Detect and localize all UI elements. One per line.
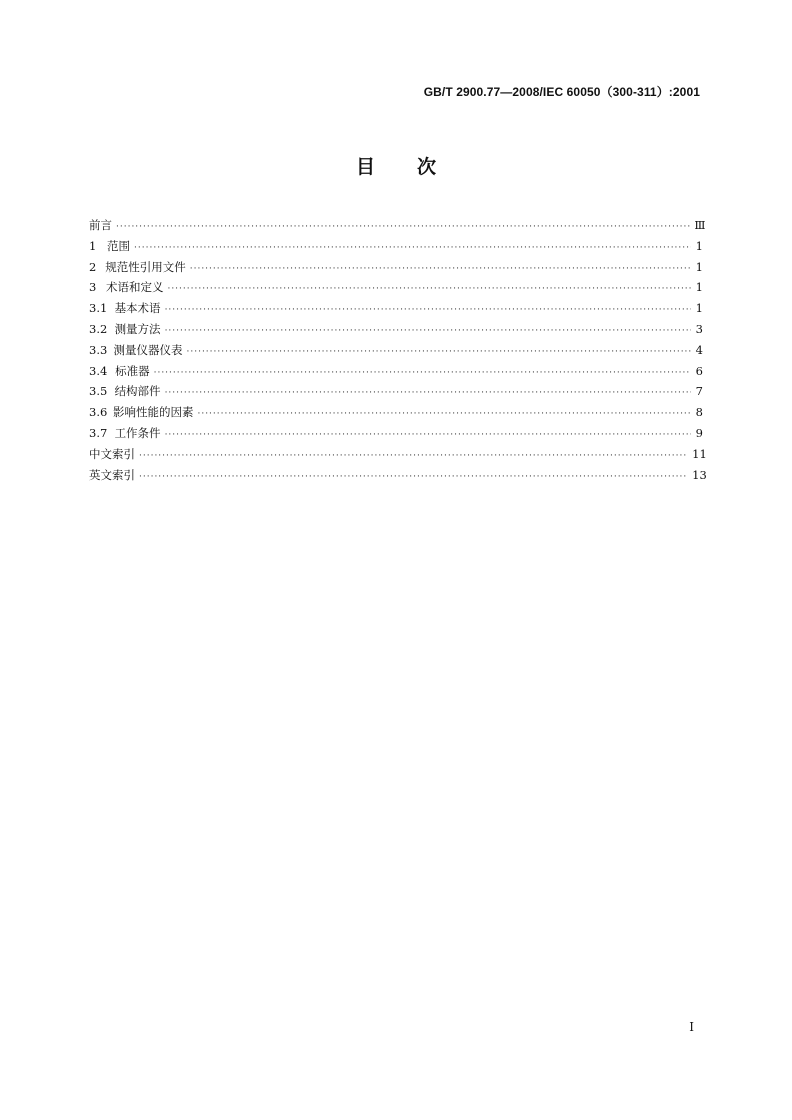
toc-entry-scope[interactable] <box>89 238 703 259</box>
toc-entry-influence-factors[interactable] <box>89 404 703 425</box>
toc-leader-dots <box>139 472 688 482</box>
toc-entry-number: 3.4 <box>89 363 108 378</box>
toc-leader-dots <box>139 451 688 461</box>
toc-leader-dots <box>167 284 691 294</box>
toc-entry-label: 范围 <box>107 238 131 253</box>
toc-entry-label: 影响性能的因素 <box>112 405 194 420</box>
toc-leader-dots <box>165 388 691 398</box>
toc-entry-page: 1 <box>695 301 703 316</box>
table-of-contents <box>89 217 707 487</box>
toc-entry-page: 1 <box>695 238 703 253</box>
toc-entry-number: 3.5 <box>89 384 108 399</box>
toc-entry-page: 9 <box>695 425 703 440</box>
toc-entry-number: 3.3 <box>89 342 108 357</box>
toc-entry-basic-terms[interactable] <box>89 300 703 321</box>
toc-entry-label: 结构部件 <box>114 384 161 399</box>
toc-leader-dots <box>197 409 691 419</box>
page-title <box>0 152 792 179</box>
toc-entry-number: 3 <box>89 280 97 295</box>
toc-entry-structural-parts[interactable] <box>89 383 703 404</box>
toc-leader-dots <box>134 243 691 253</box>
toc-entry-label: 测量仪器仪表 <box>113 342 183 357</box>
toc-leader-dots <box>165 430 691 440</box>
toc-entry-chinese-index[interactable] <box>89 446 707 467</box>
toc-leader-dots <box>116 222 690 232</box>
toc-entry-label: 术语和定义 <box>105 280 164 295</box>
toc-entry-label: 规范性引用文件 <box>105 259 186 274</box>
toc-entry-page: 1 <box>695 280 703 295</box>
toc-entry-label: 前言 <box>89 218 112 232</box>
toc-leader-dots <box>190 264 691 274</box>
document-standard-code: GB/T 2900.77—2008/IEC 60050（300-311）:2001 <box>423 85 700 99</box>
toc-leader-dots <box>165 305 691 315</box>
toc-entry-page: 8 <box>695 405 703 420</box>
page-number: I <box>689 1020 694 1034</box>
toc-entry-page: 4 <box>695 342 703 357</box>
toc-entry-page: Ⅲ <box>694 218 706 232</box>
toc-leader-dots <box>154 368 691 378</box>
toc-entry-english-index[interactable] <box>89 467 707 488</box>
toc-entry-page: 11 <box>692 446 707 461</box>
toc-leader-dots <box>165 326 691 336</box>
toc-entry-number: 1 <box>89 238 97 253</box>
toc-entry-number: 3.6 <box>89 405 108 420</box>
toc-entry-label: 测量方法 <box>114 321 161 336</box>
toc-leader-dots <box>187 347 692 357</box>
toc-entry-measurement-methods[interactable] <box>89 321 703 342</box>
toc-entry-page: 7 <box>695 384 703 399</box>
toc-entry-label: 基本术语 <box>114 301 161 316</box>
toc-entry-number: 3.2 <box>89 321 108 336</box>
toc-entry-terms-definitions[interactable] <box>89 279 703 300</box>
toc-entry-operating-conditions[interactable] <box>89 425 703 446</box>
toc-entry-normative-references[interactable] <box>89 259 703 280</box>
toc-entry-page: 6 <box>695 363 703 378</box>
toc-entry-label: 英文索引 <box>89 467 135 482</box>
toc-entry-number: 3.1 <box>89 301 108 316</box>
toc-entry-label: 标准器 <box>115 363 150 378</box>
toc-entry-label: 中文索引 <box>89 446 135 461</box>
toc-entry-page: 3 <box>695 321 703 336</box>
toc-entry-page: 1 <box>695 259 703 274</box>
toc-entry-preface[interactable] <box>89 217 706 238</box>
toc-entry-page: 13 <box>692 467 707 482</box>
toc-entry-measuring-instruments[interactable] <box>89 342 703 363</box>
toc-entry-standards[interactable] <box>89 363 703 384</box>
title-char-1: 目 <box>355 156 375 178</box>
toc-entry-number: 2 <box>89 259 97 274</box>
toc-entry-label: 工作条件 <box>114 425 161 440</box>
toc-entry-number: 3.7 <box>89 425 108 440</box>
title-char-2: 次 <box>417 156 437 178</box>
